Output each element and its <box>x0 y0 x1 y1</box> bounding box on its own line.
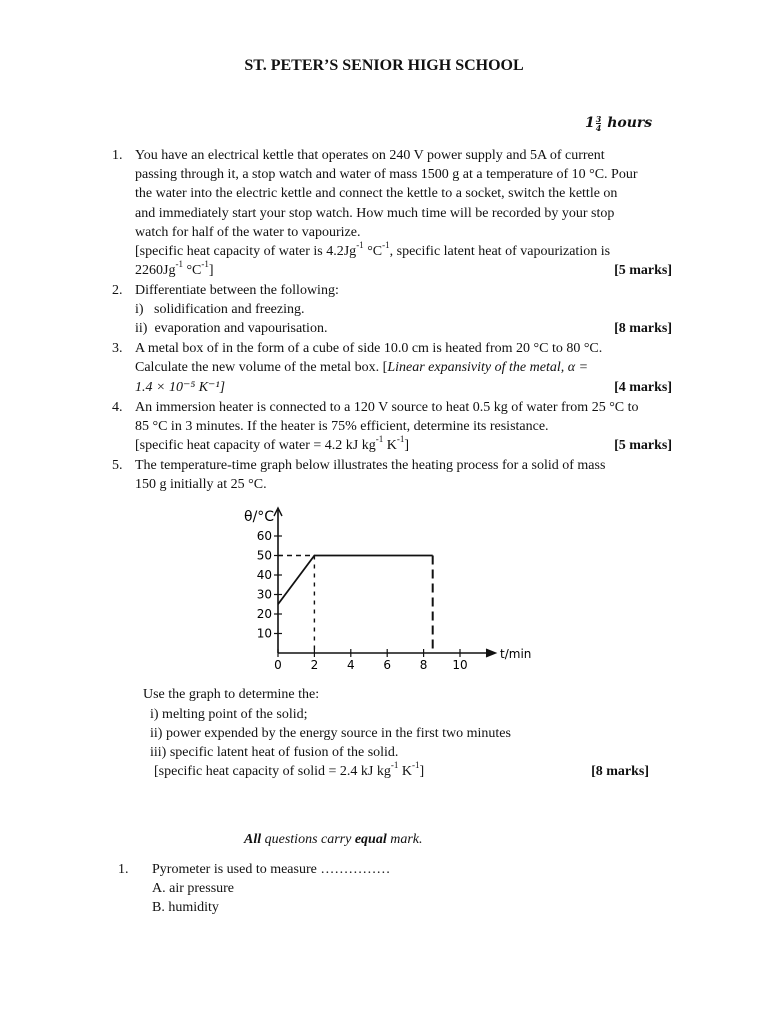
graph-marks <box>257 508 496 672</box>
graph-instruction: Use the graph to determine the: <box>143 687 320 702</box>
temperature-time-graph <box>230 500 540 680</box>
x-tick-label: 0 <box>274 658 282 672</box>
question-marks: [5 marks] <box>614 263 672 278</box>
question-number: 3. <box>112 341 123 356</box>
question-data-line: [specific heat capacity of water is $4.2Jg^{-1}$ $^\circ C^{-1}$, specific latent heat of vapourization is <box>135 240 611 259</box>
question-marks: [8 marks] <box>614 321 672 336</box>
question-data-line: [specific heat capacity of solid = 2.4 kJ $kg^{-1}$ $K^{-1}$] <box>154 760 425 779</box>
question-text-line: 150 g initially at 25 °C. <box>135 477 267 492</box>
question-text-line: and immediately start your stop watch. How much time will be recorded by your stop <box>135 206 615 221</box>
question-text-line: passing through it, a stop watch and water of mass 1500 g at a temperature of 10 °C. Pour <box>135 167 638 182</box>
question-part: ii) power expended by the energy source in the first two minutes <box>150 726 511 741</box>
duration-unit: hours <box>607 115 653 131</box>
duration-fraction: $\frac{3}{4}$ <box>595 113 602 133</box>
y-axis-label: θ/°C <box>244 509 275 525</box>
y-tick-label: 20 <box>256 607 272 621</box>
y-tick-label: 50 <box>256 548 272 563</box>
question-text-line: You have an electrical kettle that operates on 240 V power supply and 5A of current <box>135 148 605 163</box>
mc-option: B. humidity <box>152 900 219 915</box>
x-tick-label: 10 <box>452 658 468 672</box>
series-line <box>278 556 433 605</box>
x-tick-label: 8 <box>419 658 428 672</box>
question-marks: [8 marks] <box>591 764 649 779</box>
x-axis-label: t/min <box>500 647 532 661</box>
question-text-line: watch for half of the water to vapourize. <box>135 225 361 240</box>
question-number: 2. <box>112 283 123 298</box>
exam-duration <box>585 114 652 133</box>
y-tick-label: 60 <box>256 529 272 543</box>
mc-option: A. air pressure <box>152 881 235 896</box>
question-text-line: An immersion heater is connected to a 120 V source to heat 0.5 kg of water from 25 °C to <box>135 400 639 415</box>
x-tick-label: 4 <box>346 658 355 672</box>
x-axis-arrow <box>486 649 496 657</box>
question-data-line: $2260Jg^{-1}$ $^\circ C^{-1}$] <box>135 259 214 278</box>
question-item: i) solidification and freezing. <box>135 302 305 317</box>
duration-whole: 1 <box>585 115 595 131</box>
y-tick-label: 10 <box>256 626 272 641</box>
question-marks: [5 marks] <box>614 438 672 453</box>
question-number: 5. <box>112 458 123 473</box>
y-tick-label: 40 <box>256 568 272 582</box>
question-text-line: A metal box of in the form of a cube of side 10.0 cm is heated from 20 °C to 80 °C. <box>135 341 603 356</box>
question-text-line: Differentiate between the following: <box>135 283 339 298</box>
question-text-line: The temperature-time graph below illustrates the heating process for a solid of mass <box>135 458 606 473</box>
mc-question-text: Pyrometer is used to measure …………… <box>152 862 391 877</box>
x-tick-label: 6 <box>383 658 392 672</box>
question-part: i) melting point of the solid; <box>150 707 308 722</box>
question-number: 1. <box>112 148 123 163</box>
question-marks: [4 marks] <box>614 380 672 395</box>
question-text-line: 85 °C in 3 minutes. If the heater is 75% efficient, determine its resistance. <box>135 419 549 434</box>
question-text-line: Calculate the new volume of the metal box. [Linear expansivity of the metal, α = <box>135 360 589 375</box>
question-data-line: [specific heat capacity of water = 4.2 kJ $kg^{-1}$ $K^{-1}$] <box>135 434 410 453</box>
section-instruction: All questions carry equal mark. <box>244 832 423 847</box>
question-text-line: the water into the electric kettle and connect the kettle to a socket, switch the kettle on <box>135 186 618 201</box>
x-tick-label: 2 <box>310 658 319 672</box>
question-part: iii) specific latent heat of fusion of the solid. <box>150 745 399 760</box>
y-tick-label: 30 <box>256 587 272 602</box>
question-item: ii) evaporation and vapourisation. <box>135 321 328 336</box>
question-number: 4. <box>112 400 123 415</box>
mc-question-number: 1. <box>118 862 129 877</box>
school-title: ST. PETER’S SENIOR HIGH SCHOOL <box>244 57 524 74</box>
question-text-line: 1.4 × 10⁻⁵ K⁻¹] <box>135 380 226 395</box>
